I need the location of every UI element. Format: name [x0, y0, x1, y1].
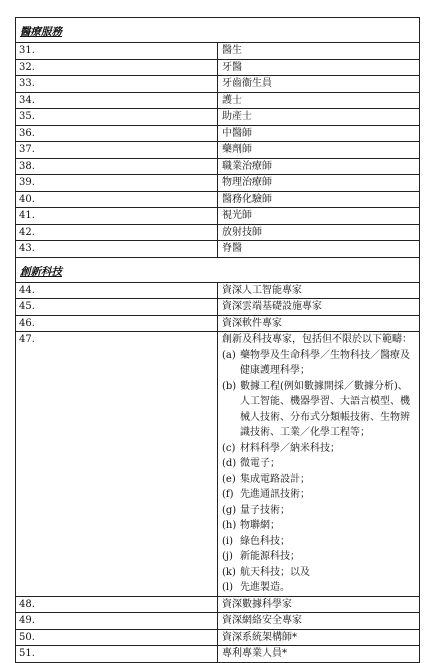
occupation-name: 醫生	[218, 43, 420, 60]
occupation-name: 助產士	[218, 109, 420, 126]
occupation-row	[16, 158, 420, 175]
item-number: 32.	[16, 59, 218, 76]
occupation-row	[16, 125, 420, 142]
item-number: 34.	[16, 92, 218, 109]
occupation-name: 職業治療師	[218, 158, 420, 175]
item-number: 50.	[16, 629, 218, 646]
item-number: 44.	[16, 282, 218, 299]
sub-item-label: (i)	[222, 535, 234, 547]
item-number: 43.	[16, 241, 218, 258]
sub-item-text: 集成電路設計；	[240, 473, 310, 485]
item-number: 33.	[16, 76, 218, 93]
sub-item	[222, 518, 415, 534]
sub-item-label: (l)	[222, 582, 234, 593]
occupation-name: 資深雲端基礎設施專家	[218, 299, 420, 316]
occupation-row	[16, 208, 420, 225]
sub-item-label: (d)	[222, 458, 237, 469]
occupation-name: 資深人工智能專家	[218, 282, 420, 299]
occupation-row	[16, 646, 420, 663]
section-title: 醫療服務	[16, 18, 420, 43]
sub-item	[222, 487, 415, 503]
occupation-cell	[218, 332, 420, 597]
item-number: 47.	[16, 332, 218, 597]
occupation-name: 脊醫	[218, 241, 420, 258]
occupation-row	[16, 43, 420, 60]
item-number: 39.	[16, 175, 218, 192]
item-number: 35.	[16, 109, 218, 126]
sub-item	[222, 441, 415, 457]
occupation-row	[16, 224, 420, 241]
item-number: 40.	[16, 191, 218, 208]
sub-item-text: 先進製造。	[240, 582, 290, 593]
occupation-name: 牙齒衞生員	[218, 76, 420, 93]
occupation-name: 創新及科技專家，包括但不限於以下範疇：	[222, 334, 412, 345]
occupation-table	[15, 17, 420, 663]
sub-item-label: (c)	[222, 442, 236, 454]
occupation-row	[16, 142, 420, 159]
sub-item-text: 藥物學及生命科學／生物科技／醫療及健康護理科學；	[240, 349, 410, 376]
item-number: 45.	[16, 299, 218, 316]
sub-item-text: 綠色科技；	[240, 535, 290, 547]
occupation-row	[16, 76, 420, 93]
occupation-row	[16, 109, 420, 126]
sub-item-text: 新能源科技；	[240, 551, 300, 562]
sub-item-text: 微電子；	[240, 458, 280, 469]
occupation-name: 專利專業人員*	[218, 646, 420, 663]
sub-item-text: 先進通訊技術；	[240, 489, 310, 500]
occupation-name: 資深系統架構師*	[218, 629, 420, 646]
occupation-name: 資深數據科學家	[218, 596, 420, 613]
occupation-name: 醫務化驗師	[218, 191, 420, 208]
sub-item	[222, 456, 415, 472]
occupation-row	[16, 282, 420, 299]
occupation-row	[16, 332, 420, 597]
occupation-name: 中醫師	[218, 125, 420, 142]
item-number: 51.	[16, 646, 218, 663]
occupation-name: 放射技師	[218, 224, 420, 241]
item-number: 49.	[16, 613, 218, 630]
sub-item-label: (a)	[222, 349, 236, 361]
section-title: 創新科技	[16, 257, 420, 282]
item-number: 37.	[16, 142, 218, 159]
occupation-name: 視光師	[218, 208, 420, 225]
sub-item-label: (f)	[222, 489, 234, 500]
sub-item	[222, 534, 415, 550]
sub-item	[222, 472, 415, 488]
occupation-name: 牙醫	[218, 59, 420, 76]
item-number: 42.	[16, 224, 218, 241]
sub-item-label: (j)	[222, 551, 233, 562]
item-number: 48.	[16, 596, 218, 613]
sub-item-label: (k)	[222, 566, 236, 578]
sub-item-text: 數據工程(例如數據開採／數據分析)、人工智能、機器學習、大語言模型、機械人技術、分布式分類帳技術、生物辨識技術、工業／化學工程等；	[240, 380, 410, 438]
occupation-row	[16, 315, 420, 332]
occupation-row	[16, 629, 420, 646]
sub-item-label: (h)	[222, 520, 237, 531]
sub-item-label: (g)	[222, 504, 237, 516]
item-number: 41.	[16, 208, 218, 225]
occupation-row	[16, 92, 420, 109]
occupation-name: 物理治療師	[218, 175, 420, 192]
sub-item	[222, 503, 415, 519]
occupation-name: 資深軟件專家	[218, 315, 420, 332]
item-number: 38.	[16, 158, 218, 175]
occupation-row	[16, 175, 420, 192]
sub-item	[222, 348, 415, 379]
occupation-name: 藥劑師	[218, 142, 420, 159]
section-header-row	[16, 257, 420, 282]
sub-item-text: 航天科技；以及	[240, 566, 310, 578]
occupation-name: 護士	[218, 92, 420, 109]
sub-item	[222, 580, 415, 596]
occupation-row	[16, 241, 420, 258]
sub-item-label: (e)	[222, 473, 236, 485]
sub-item-label: (b)	[222, 380, 237, 392]
item-number: 46.	[16, 315, 218, 332]
sub-item	[222, 565, 415, 581]
occupation-row	[16, 191, 420, 208]
sub-item-text: 材料科學／納米科技；	[240, 442, 340, 454]
occupation-row	[16, 596, 420, 613]
section-header-row	[16, 18, 420, 43]
item-number: 36.	[16, 125, 218, 142]
occupation-name: 資深網絡安全專家	[218, 613, 420, 630]
occupation-row	[16, 613, 420, 630]
sub-item-text: 量子技術；	[240, 504, 290, 516]
occupation-row	[16, 59, 420, 76]
item-number: 31.	[16, 43, 218, 60]
sub-item	[222, 379, 415, 441]
occupation-row	[16, 299, 420, 316]
occupation-list-page	[15, 17, 420, 663]
sub-item	[222, 549, 415, 565]
sub-item-text: 物聯網；	[240, 520, 280, 531]
